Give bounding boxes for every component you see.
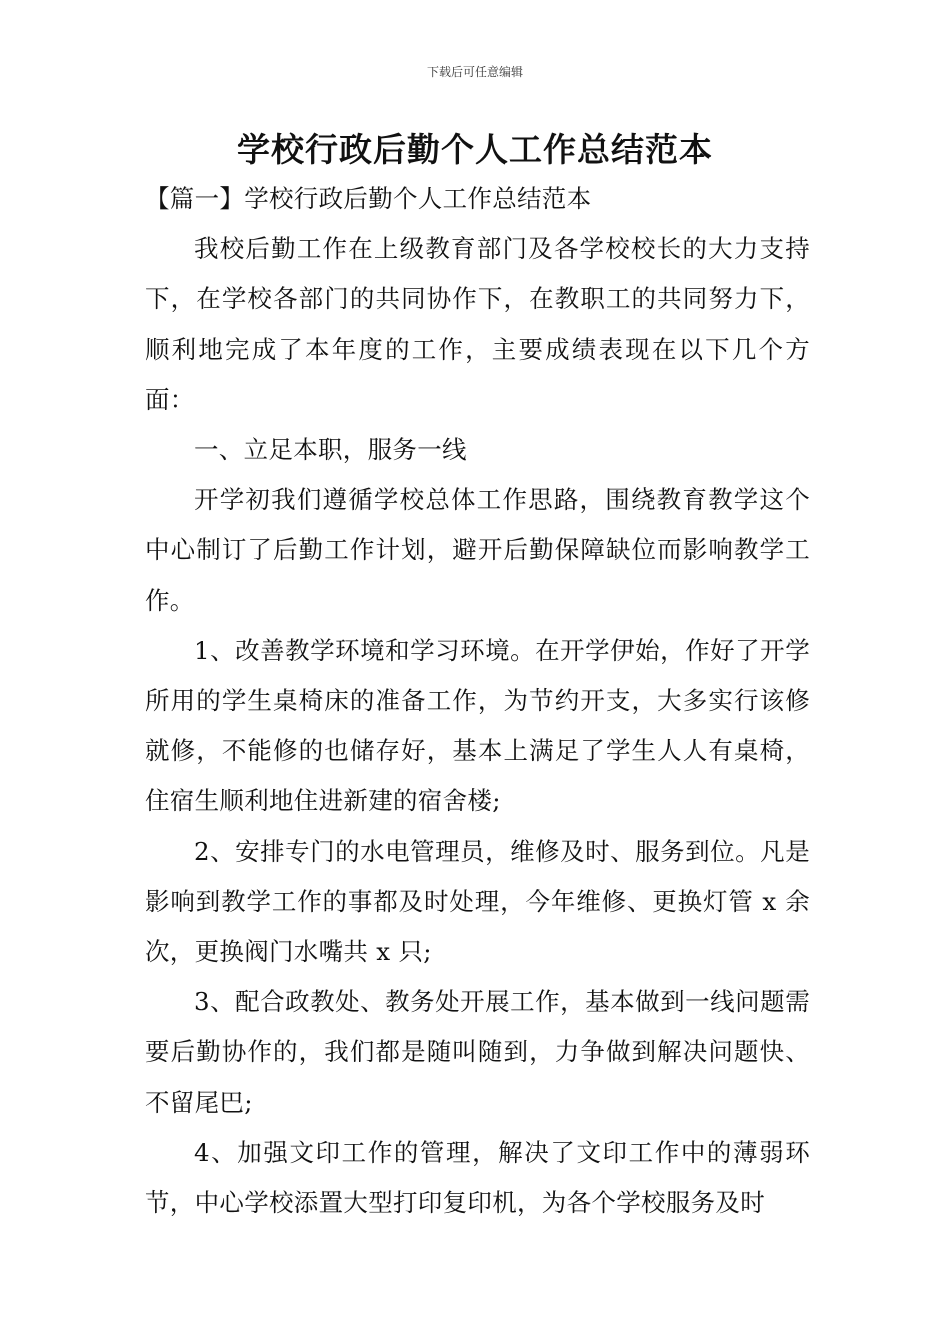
paragraph-section-one-heading: 一、立足本职，服务一线: [194, 435, 467, 465]
paragraph-intro: 我校后勤工作在上级教育部门及各学校校长的大力支持下，在学校各部门的共同协作下，在教职工的共同努力下，顺利地完成了本年度的工作，主要成绩表现在以下几个方面：: [145, 234, 810, 414]
document-title: 学校行政后勤个人工作总结范本: [237, 130, 713, 169]
header-note: 下载后可任意编辑: [426, 65, 523, 79]
paragraph-item-4: 4、加强文印工作的管理，解决了文印工作中的薄弱环节，中心学校添置大型打印复印机，为各个学校服务及时: [145, 1137, 810, 1218]
paragraph-item-3: 3、配合政教处、教务处开展工作，基本做到一线问题需要后勤协作的，我们都是随叫随到，力争做到解决问题快、不留尾巴;: [145, 987, 810, 1117]
document-body: [145, 174, 810, 1228]
paragraph-item-1: 1、改善教学环境和学习环境。在开学伊始，作好了开学所用的学生桌椅床的准备工作，为节约开支，大多实行该修就修，不能修的也储存好，基本上满足了学生人人有桌椅，住宿生顺利地住进新建的宿舍楼;: [145, 635, 810, 816]
paragraph-section-one-body: 开学初我们遵循学校总体工作思路，围绕教育教学这个中心制订了后勤工作计划，避开后勤保障缺位而影响教学工作。: [145, 485, 810, 615]
paragraph-item-2: 2、安排专门的水电管理员，维修及时、服务到位。凡是影响到教学工作的事都及时处理，今年维修、更换灯管 x 余次，更换阀门水嘴共 x 只;: [145, 836, 810, 967]
section-heading: 【篇一】学校行政后勤个人工作总结范本: [145, 184, 592, 213]
